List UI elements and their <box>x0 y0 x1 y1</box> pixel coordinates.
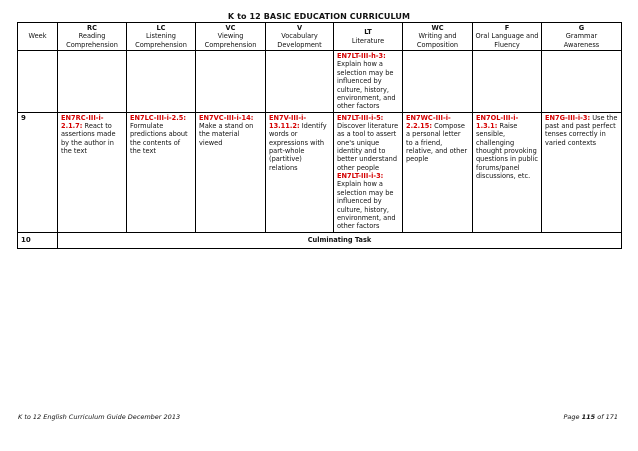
table-row-week-9 <box>18 112 622 232</box>
cell-wc-empty <box>403 51 473 113</box>
header-g: G Grammar Awareness <box>542 23 622 51</box>
curriculum-table <box>17 22 622 249</box>
footer-guide-label: K to 12 English Curriculum Guide December 2013 <box>18 413 181 421</box>
cell-lt: EN7LT-III-i-5: Discover literature as a tool to assert one's unique identity and to better understand other people EN7LT-III-i-3: Explain how a selection may be influenced by culture, history, environment, and other factors <box>334 112 403 232</box>
header-v: V Vocabulary Development <box>266 23 334 51</box>
header-row <box>18 23 622 51</box>
header-vc: VC Viewing Comprehension <box>196 23 266 51</box>
cell-lt-continued: EN7LT-III-h-3: Explain how a selection may be influenced by culture, history, environment, and other factors <box>334 51 403 113</box>
week-number: 9 <box>18 112 58 232</box>
header-f: F Oral Language and Fluency <box>473 23 542 51</box>
header-lt: LT Literature <box>334 23 403 51</box>
page-title: K to 12 BASIC EDUCATION CURRICULUM <box>227 12 411 21</box>
cell-vc: EN7VC-III-i-14: Make a stand on the material viewed <box>196 112 266 232</box>
cell-rc-empty <box>58 51 127 113</box>
table-row-continued <box>18 51 622 113</box>
cell-f-empty <box>473 51 542 113</box>
cell-g: EN7G-III-i-3: Use the past and past perfect tenses correctly in varied contexts <box>542 112 622 232</box>
header-wc: WC Writing and Composition <box>403 23 473 51</box>
cell-f: EN7OL-III-i-1.3.1: Raise sensible, challenging thought provoking questions in public forums/panel discussions, etc. <box>473 112 542 232</box>
cell-lc-empty <box>127 51 196 113</box>
cell-v-empty <box>266 51 334 113</box>
cell-lc: EN7LC-III-i-2.5: Formulate predictions about the contents of the text <box>127 112 196 232</box>
table-row-week-10 <box>18 232 622 248</box>
header-week: Week <box>18 23 58 51</box>
culminating-task: Culminating Task <box>58 232 622 248</box>
cell-week-empty <box>18 51 58 113</box>
cell-wc: EN7WC-III-i-2.2.15: Compose a personal letter to a friend, relative, and other people <box>403 112 473 232</box>
cell-vc-empty <box>196 51 266 113</box>
header-lc: LC Listening Comprehension <box>127 23 196 51</box>
cell-rc: EN7RC-III-i-2.1.7: React to assertions made by the author in the text <box>58 112 127 232</box>
week-number: 10 <box>18 232 58 248</box>
header-rc: RC Reading Comprehension <box>58 23 127 51</box>
cell-g-empty <box>542 51 622 113</box>
cell-v: EN7V-III-i-13.11.2: Identify words or expressions with part-whole (partitive) relations <box>266 112 334 232</box>
footer-page-number: Page 115 of 171 <box>563 413 618 421</box>
